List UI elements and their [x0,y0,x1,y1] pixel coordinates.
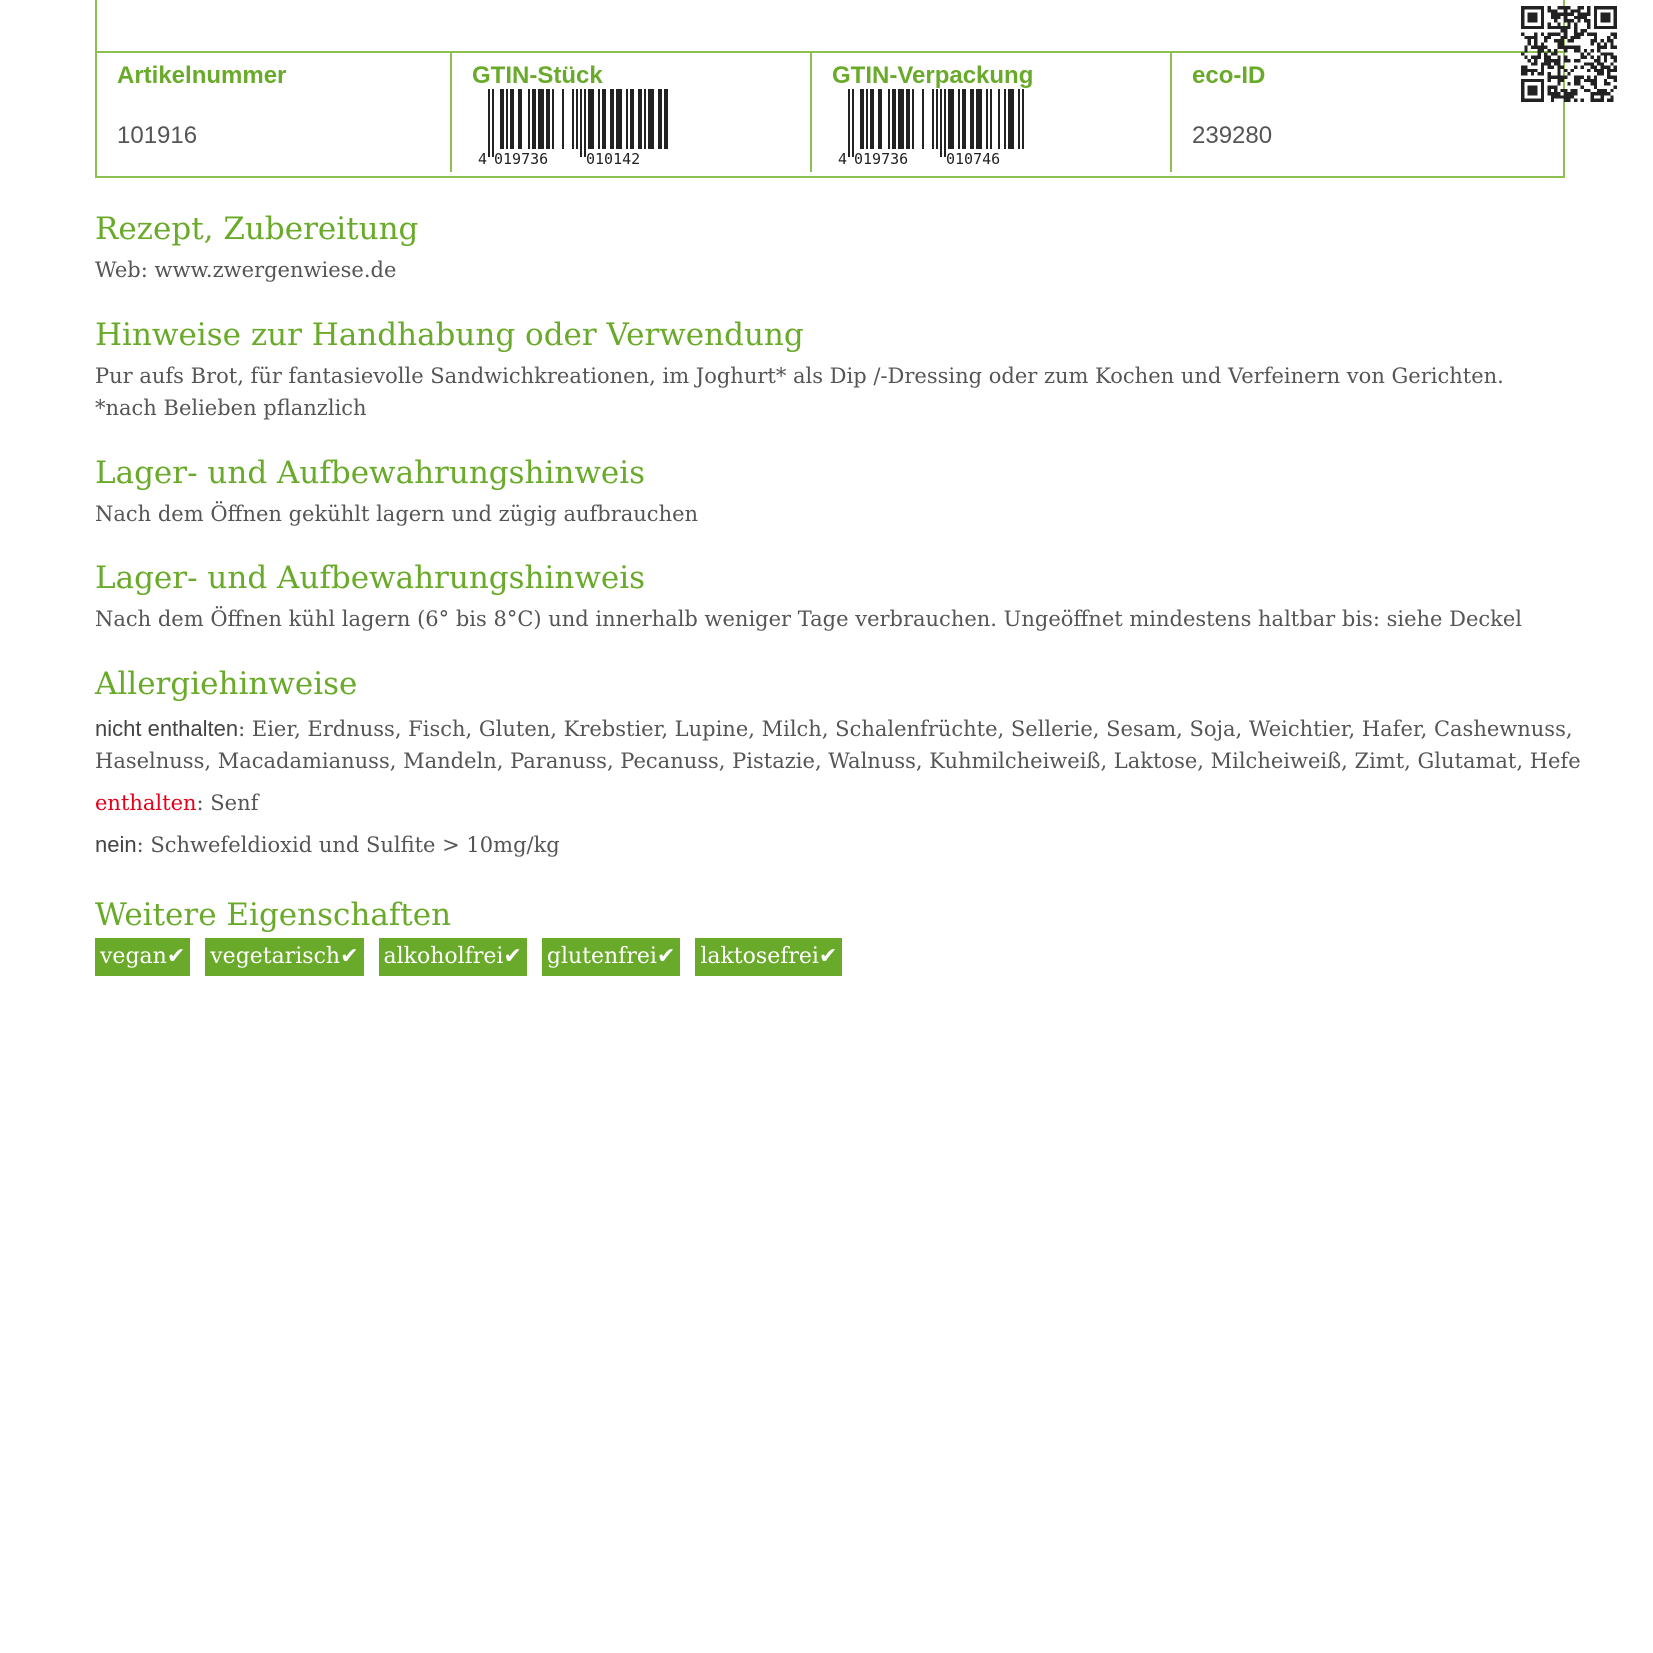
barcode-bar [660,89,662,149]
eco-id-cell [1172,53,1562,173]
allergens-not-contained [95,713,1573,745]
barcode-bar [572,89,574,149]
barcode-bar [852,89,854,157]
barcode-bar [878,89,880,149]
section-allergie [95,666,1581,861]
artikelnummer-label: Artikelnummer [117,62,287,89]
barcode-bar [912,89,914,149]
barcode-bar [1008,89,1010,149]
section-title: Rezept, Zubereitung [95,211,419,247]
barcode-bar [932,89,934,149]
barcode-bar [592,89,594,149]
barcode-bar [1004,89,1006,149]
barcode-bar [552,89,554,149]
artikelnummer-cell [97,53,450,173]
barcode-digits: 019736 [494,150,549,165]
barcode-bar [952,89,954,149]
barcode-bar [534,89,536,149]
eco-id-value: 239280 [1192,122,1273,149]
barcode-bar [990,89,992,149]
barcode-bar [948,89,950,149]
barcode-bar [488,89,490,157]
barcode-bar [500,89,502,149]
barcode-bar [590,89,592,149]
barcode-bar [978,89,980,149]
barcode-bar [562,89,564,149]
allergens-not-contained-continued: Haselnuss, Macadamianuss, Mandeln, Paranuss, Pecanuss, Pistazie, Walnuss, Kuhmilcheiweiß, Laktose, Milcheiweiß, Zimt, Glutamat, Hefe [95,749,1581,774]
barcode-bar [652,89,654,149]
barcode-bar [520,89,522,149]
barcode-bar [546,89,548,149]
barcode-bar [944,89,946,157]
barcode-bar [940,89,942,157]
barcode-bar [986,89,988,149]
barcode-bar [950,89,952,149]
usage-footnote: *nach Belieben pflanzlich [95,396,367,421]
section-title: Hinweise zur Handhabung oder Verwendung [95,317,804,353]
barcode-bar [618,89,620,149]
barcode-bar [970,89,972,149]
property-tags [95,938,842,976]
barcode-bar [894,89,896,149]
qr-code-icon [1521,6,1617,102]
barcode-bar [604,89,606,149]
barcode-bar [998,89,1000,149]
barcode-bar [610,89,612,149]
section-lager-2 [95,561,1565,635]
barcode-bar [976,89,978,149]
barcode-bar [862,89,864,149]
section-title: Lager- und Aufbewahrungshinweis [95,560,646,596]
barcode-bar [908,89,910,149]
section-title: Lager- und Aufbewahrungshinweis [95,455,646,491]
barcode-digits: 010746 [946,150,1001,165]
gtin-verpackung-label: GTIN-Verpackung [832,62,1034,89]
barcode-bar [588,89,590,149]
barcode-bar [506,89,508,149]
gtin-stueck-barcode [478,89,670,165]
tag-alkoholfrei: alkoholfrei✔ [379,938,527,976]
barcode-digits: 019736 [854,150,909,165]
barcode-bar [1012,89,1014,149]
gtin-verpackung-barcode [838,89,1030,165]
barcode-bar [644,89,646,149]
gtin-stueck-cell [452,53,810,173]
barcode-bar [872,89,874,149]
barcode-bar [888,89,890,149]
allergens-contained [95,787,1565,819]
barcode-bar [580,89,582,157]
barcode-bar [616,89,618,149]
contained-label: enthalten [95,791,197,816]
barcode-bar [576,89,578,149]
barcode-bar [640,89,642,149]
barcode-bar [540,89,542,149]
section-title: Allergiehinweise [95,666,358,702]
barcode-digits: 4 [478,150,488,165]
barcode-bar [612,89,614,149]
barcode-bar [542,89,544,149]
barcode-bar [648,89,650,149]
section-eigenschaften [95,898,1565,932]
tag-vegetarisch: vegetarisch✔ [205,938,363,976]
product-info-table [95,0,1565,178]
barcode-bar [980,89,982,149]
barcode-bar [632,89,634,149]
barcode-digits: 010142 [586,150,641,165]
barcode-bar [866,89,868,149]
artikelnummer-value: 101916 [117,122,198,149]
barcode-bar [510,89,512,149]
barcode-bar [602,89,604,149]
gtin-stueck-label: GTIN-Stück [472,62,603,89]
gtin-verpackung-cell [812,53,1170,173]
barcode-bar [860,89,862,149]
barcode-bar [638,89,640,149]
section-rezept [95,212,1565,286]
barcode-bar [502,89,504,149]
usage-text: Pur aufs Brot, für fantasievolle Sandwichkreationen, im Joghurt* als Dip /-Dressing oder zum Kochen und Verfeinern von Gerichten. [95,364,1504,389]
barcode-bar [626,89,628,149]
barcode-bar [870,89,872,149]
barcode-bar [492,89,494,157]
barcode-bar [906,89,908,149]
barcode-bar [532,89,534,149]
not-contained-list: : Eier, Erdnuss, Fisch, Gluten, Krebstier, Lupine, Milch, Schalenfrüchte, Sellerie, Sesam, Soja, Weichtier, Hafer, Cashewnuss, [238,717,1573,742]
section-lager-1 [95,456,1565,530]
barcode-bar [880,89,882,149]
barcode-bar [548,89,550,149]
barcode-bar [1018,89,1020,149]
barcode-bar [598,89,600,149]
barcode-bar [528,89,530,149]
barcode-bar [972,89,974,149]
product-info-row [97,51,1563,178]
eco-id-label: eco-ID [1192,62,1266,89]
barcode-bar [936,89,938,149]
section-hinweise [95,318,1565,424]
tag-glutenfrei: glutenfrei✔ [542,938,680,976]
barcode-bar [664,89,666,149]
barcode-bar [1010,89,1012,149]
barcode-bar [900,89,902,149]
tag-laktosefrei: laktosefrei✔ [695,938,842,976]
website-text: Web: www.zwergenwiese.de [95,258,397,283]
barcode-digits: 4 [838,150,848,165]
barcode-bar [650,89,652,149]
barcode-bar [848,89,850,157]
barcode-bar [658,89,660,149]
barcode-bar [518,89,520,149]
storage-text: Nach dem Öffnen kühl lagern (6° bis 8°C) und innerhalb weniger Tage verbrauchen. Ungeöffnet mindestens haltbar bis: siehe Deckel [95,607,1523,632]
barcode-bar [512,89,514,149]
not-contained-label: nicht enthalten [95,716,239,742]
barcode-bar [666,89,668,149]
barcode-bar [962,89,964,149]
barcode-bar [898,89,900,149]
barcode-bar [630,89,632,149]
barcode-bar [964,89,966,149]
barcode-bar [902,89,904,149]
barcode-bar [958,89,960,149]
nein-value: : Schwefeldioxid und Sulfite > 10mg/kg [136,833,560,858]
barcode-bar [538,89,540,149]
barcode-bar [892,89,894,149]
section-title: Weitere Eigenschaften [95,897,452,933]
barcode-bar [922,89,924,149]
allergens-nein [95,829,1565,861]
barcode-bar [1022,89,1024,149]
barcode-bar [620,89,622,149]
nein-label: nein [95,832,137,858]
storage-text: Nach dem Öffnen gekühlt lagern und zügig aufbrauchen [95,502,699,527]
barcode-bar [584,89,586,157]
tag-vegan: vegan✔ [95,938,190,976]
contained-list: : Senf [196,791,259,816]
